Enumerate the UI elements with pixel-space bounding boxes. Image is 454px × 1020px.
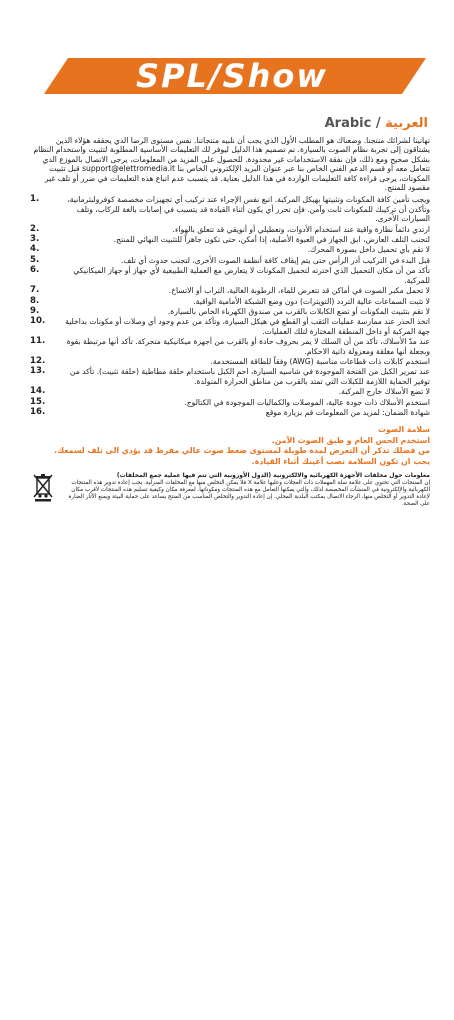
list-item [30,256,430,265]
item-number: 8. [30,295,40,306]
item-number: 12. [30,355,46,366]
language-heading-english: Arabic / [324,116,381,131]
item-number: 5. [30,254,40,265]
item-number: 9. [30,305,40,316]
item-text: اتخذ الحذر عند ممارسة عمليات الثقب أو القطع في هيكل السيارة، وتأكد من عدم وجود أي وصلات أو مكونات بداخلية جهة المركبة أو داخل المنطقة المختارة لتلك العمليات. [65,317,430,336]
item-text: استخدم كابلات ذات قطاعات مناسبة (AWG) وفقاً للطاقة المستخدمة. [210,356,430,366]
item-text: عند تمرير الكبل من الفتحة الموجودة في شاسيه السيارة، احمِ الكبل باستخدام حلقة مطاطية (حلقة تثبيت). تأكد من توفير الحماية اللازمة للكبلات التي تمتد بالقرب من مناطق الحرارة المتولدة. [69,367,430,386]
safety-caution: يجب ان تكون السلامة نصب أعينك أثناء القيادة. [251,456,430,466]
weee-title: معلومات حول مخلفات الأجهزة الكهربائية والالكترونية (الدول الأوروبية التي تتم فيها عملية جمع المخلفات) [116,472,430,479]
brand-logo [36,50,426,102]
svg-text:SPL/Show: SPL/Show [136,57,328,95]
item-text: لا تضع الأسلاك خارج المركبة. [338,387,430,397]
list-item [30,307,430,316]
item-number: 15. [30,396,46,407]
item-number: 10. [30,316,46,327]
list-item [30,337,430,356]
list-item [30,225,430,234]
list-item [30,235,430,244]
item-number: 14. [30,386,46,397]
instructions-list [30,195,430,417]
list-item [30,297,430,306]
item-text: شهادة الضمان: لمزيد من المعلومات قم بزيارة موقع [265,407,430,417]
item-text: عند مدّ الأسلاك، تأكد من أن السلك لا يمر بحروف حادة أو بالقرب من أجهزة ميكانيكية متحركة. تأكد أنها مرتبطة بقوة وبجعلة أنها مغلقة ومعزولة ذاتية الاحكام. [66,337,430,356]
item-text: ويجب تأمين كافة المكونات وتثبيتها بهيكل المركبة. اتبع نفس الإجراء عند تركيب أي تجهيزات مخصصة كوفرولبثرمانية، وتأكدن أن تركيبك للمكونات ثابت وآمن. فإن تحرر أي يكون أثناء القيادة قد يتسبب في إصابات بالغة للركاب، وتلف السيارات الأخرى. [67,195,430,224]
list-item [30,286,430,295]
item-text: استخدم الأسلاك ذات جودة عالية، الموصلات والكماليات الموجودة في الكتالوج. [184,397,430,407]
item-number: 6. [30,265,40,276]
intro-paragraph: تهانينا لشرائك منتجنا. وضعناك هو المطلب الأول الذي يجب أن نلبيه منتجاتنا. نفس مستوى الرضا الذي يحققه هؤلاء الذين يشتاقون إلى تجربة نظام الصوت بالسيارة. تم تصميم هذا الدليل ليوفر لك التعليمات الأساسية المطلوبة لتثبيت واستخدام النظام بشكل صحيح ومع ذلك، فإن نفقة الاستخدامات غير محدودة. للحصول على المزيد من المعلومات، يرجى الاتصال بالموزع الذي تتعامل معه أو قسم الدعم الفني الخاص بنا عبر عنوان البريد الإلكتروني الخاص بنا support@elettromedia.it قبل تثبيت المكونات، يرجى قراءة كافة التعليمات الواردة في هذا الدليل بعناية. قد يتسبب عدم اتباع هذه التعليمات في ضرر أو تلف غير مقصود للمنتج. [33,136,430,193]
list-item [30,357,430,366]
weee-body: إن المنتجات التي تحتوي على علامة سلة المهملات ذات العجلات وعليها علامة X فلا يمكن التخلص منها مع المخلفات المنزلية. يجب إعادة تدوير هذه المنتجات الكهربائية والإلكترونية في المنشآت المخصصة لذلك، والتي يمكنها التعامل مع هذه المنتجات ومكوناتها. لمعرفة مكان وكيفية تسليم هذه المنتجات لأقرب مكان لإعادة التدوير أو التخلص منها، الرجاء الاتصال بمكتب البلدية المحلي. إن إعادة التدوير والتخلص المناسب من المنتج يساعد على حماية البيئة ويمنع الآثار الضارة على الصحة. [68,480,430,507]
item-text: لا تقم بأي تحميل داخل بصورة المحرك. [307,245,430,255]
item-text: قبل البدء في التركيب أدر الرأس حتى يتم إيقاف كافة أنظمة الصوت الأخرى، لتجنب حدوث أي تلف. [120,255,430,265]
item-number: 16. [30,406,46,417]
safety-warning: من فضلك تذكر أن التعرض لمدة طويلة لمستوى ضغط صوت عالي مفرط قد يؤدي الى تلف لسمعك. [54,446,430,456]
weee-notice [30,472,430,508]
manual-content [30,136,430,508]
item-number: 2. [30,223,40,234]
list-item [30,398,430,407]
item-text: لا تقم بتثبيت المكونات أو تضع الكابلات بالقرب من صندوق الكهرباء الخاص بالسيارة. [167,306,430,316]
item-text: لا تثبت السماعات عالية التردد (التويترات) دون وضع الشبكة الأمامية الواقية. [193,296,430,306]
list-item [30,408,430,417]
item-number: 3. [30,234,40,245]
language-heading-arabic: العربية [385,116,428,131]
list-item [30,266,430,285]
list-item [30,245,430,254]
item-number: 7. [30,285,40,296]
crossed-bin-icon [32,472,54,502]
item-text: ارتدي دائماً نظارة واقية عند استخدام الأدوات، وتعطيلي أو أنويقي قد تتعلق بالهواء. [172,224,430,234]
language-heading [325,116,428,131]
item-text: لا تحمل مكبر الصوت في أماكن قد تتعرض للماء، الرطوبة العالية، التراب أو الاتساخ. [168,286,430,296]
list-item [30,317,430,336]
sound-safety-section [30,425,430,466]
weee-text [58,472,430,508]
item-number: 11. [30,336,46,347]
item-number: 13. [30,366,46,377]
item-text: تأكد من أن مكان التحميل الذي اخترته لتحميل المكونات لا يتعارض مع العملية الطبيعية لأي جهاز أو جهاز الميكانيكي للمركبة. [73,266,430,285]
list-item [30,387,430,396]
list-item [30,367,430,386]
item-text: لتجنب التلف العارض، ابق الجهاز في العبوة الأصلية، إذا أمكن، حتى تكون جاهزاً للتثبيت النهائي للمنتج. [113,235,430,245]
item-number: 1. [30,194,40,205]
safety-subheading: استخدم الحس العام و طبق الصوت الآمن. [271,435,430,445]
item-number: 4. [30,244,40,255]
safety-heading: سلامة الصوت [378,425,430,435]
spl-show-logo-icon [36,50,426,102]
list-item [30,195,430,223]
